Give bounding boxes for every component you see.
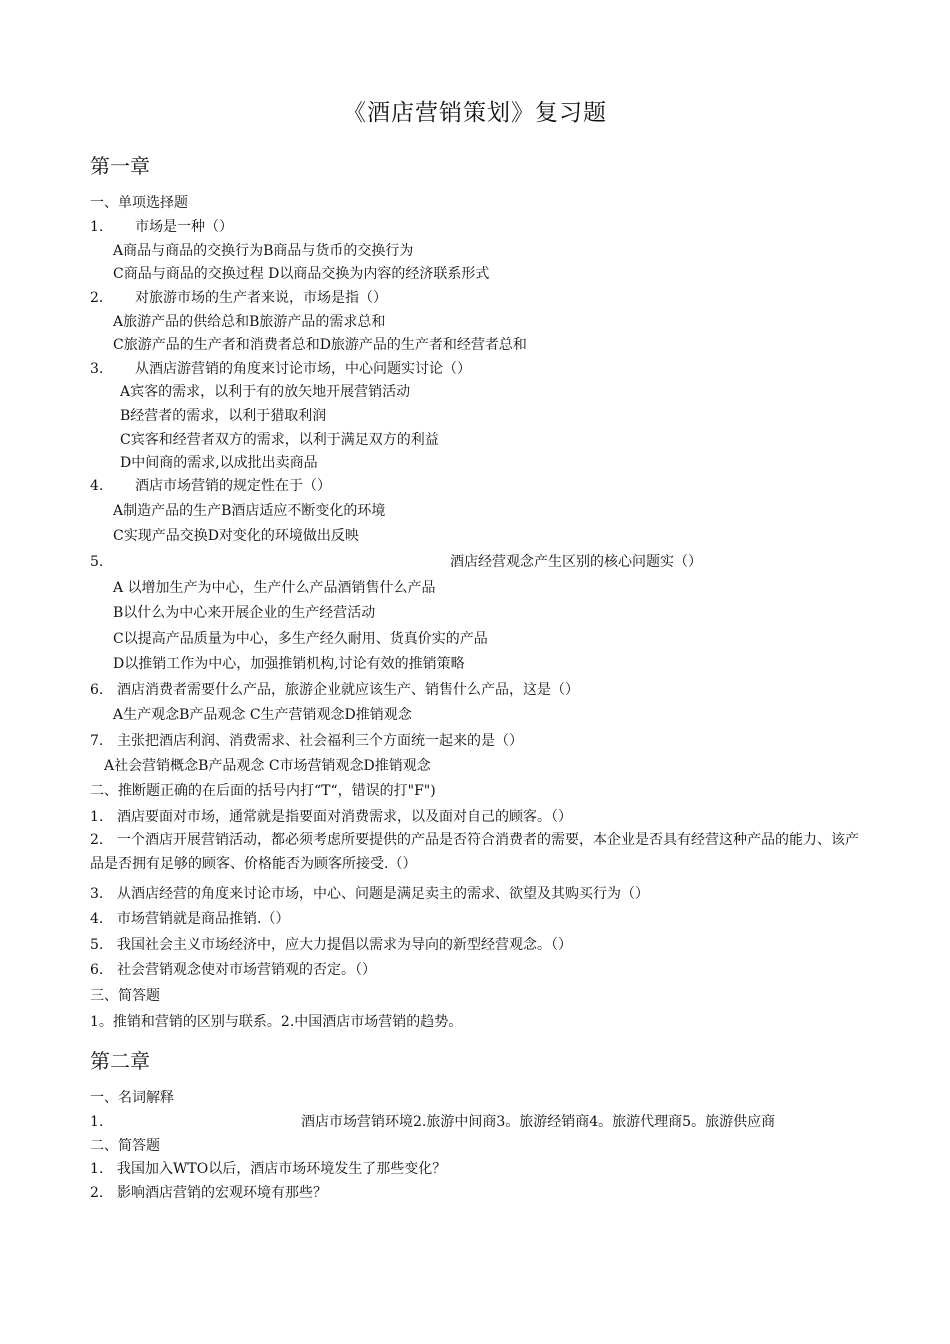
tf-item-1 [90, 808, 572, 826]
short-answer-items: 1。推销和营销的区别与联系。2.中国酒店市场营销的趋势。 [90, 1014, 463, 1030]
question-text: 酒店消费者需要什么产品，旅游企业就应该生产、销售什么产品，这是（） [117, 682, 579, 698]
question-number: 2. [90, 290, 104, 306]
item-text: 社会营销观念使对市场营销观的否定。（） [117, 962, 376, 978]
question-text: 主张把酒店利润、消费需求、社会福利三个方面统一起来的是（） [117, 733, 523, 749]
item-number: 1. [90, 809, 104, 825]
question-5-option-b: B以什么为中心来开展企业的生产经营活动 [113, 605, 376, 621]
item-text: 酒店市场营销环境2.旅游中间商3。旅游经销商4。旅游代理商5。旅游供应商 [301, 1114, 776, 1130]
question-5-option-c: C以提高产品质量为中心，多生产经久耐用、货真价实的产品 [113, 631, 488, 647]
question-1 [90, 218, 233, 236]
question-3-option-d: D中间商的需求,以成批出卖商品 [120, 455, 318, 471]
question-3-option-a: A宾客的需求，以利于有的放矢地开展营销活动 [120, 384, 411, 400]
document-title: 《酒店营销策划》复习题 [343, 100, 607, 126]
question-5 [90, 553, 702, 571]
item-text: 我国社会主义市场经济中，应大力提倡以需求为导向的新型经营观念。（） [117, 937, 572, 953]
question-4 [90, 477, 331, 495]
question-5-option-a: A 以增加生产为中心，生产什么产品酒销售什么产品 [113, 580, 436, 596]
question-2 [90, 289, 387, 307]
question-2-options-ab: A旅游产品的供给总和B旅游产品的需求总和 [113, 314, 386, 330]
tf-item-3 [90, 885, 649, 903]
section-term-definitions: 一、名词解释 [90, 1090, 174, 1106]
question-1-options-ab: A商品与商品的交换行为B商品与货币的交换行为 [113, 243, 414, 259]
question-number: 6. [90, 682, 104, 698]
question-number: 5. [90, 554, 104, 570]
item-number: 5. [90, 937, 104, 953]
question-3-option-b: B经营者的需求，以利于猎取利润 [120, 408, 327, 424]
item-number: 1. [90, 1114, 104, 1130]
item-text: 酒店要面对市场，通常就是指要面对消费需求，以及面对自己的顾客。（） [117, 809, 572, 825]
section-true-false: 二、推断题正确的在后面的括号内打“T“，错误的打"F") [90, 783, 436, 799]
item-text: 从酒店经营的角度来讨论市场，中心、问题是满足卖主的需求、欲望及其购买行为（） [117, 886, 649, 902]
section-single-choice: 一、单项选择题 [90, 195, 188, 211]
question-number: 7. [90, 733, 104, 749]
question-text: 酒店市场营销的规定性在于（） [135, 478, 331, 494]
section-short-answer: 三、简答题 [90, 988, 160, 1004]
question-7-options: A社会营销概念B产品观念 C市场营销观念D推销观念 [104, 758, 431, 774]
short-question-1 [90, 1160, 446, 1178]
item-number: 3. [90, 886, 104, 902]
question-4-options-cd: C实现产品交换D对变化的环境做出反映 [113, 528, 359, 544]
question-text: 市场是一种（） [135, 219, 233, 235]
question-number: 1. [90, 219, 104, 235]
item-text: 我国加入WTO以后，酒店市场环境发生了那些变化？ [117, 1161, 447, 1177]
question-text: 酒店经营观念产生区别的核心问题实（） [450, 554, 702, 570]
short-question-2 [90, 1184, 327, 1202]
chapter-1-heading: 第一章 [90, 154, 150, 178]
tf-item-5 [90, 936, 572, 954]
question-3-option-c: C宾客和经营者双方的需求，以利于满足双方的利益 [120, 432, 439, 448]
item-number: 4. [90, 911, 104, 927]
item-number: 1. [90, 1161, 104, 1177]
question-7 [90, 732, 523, 750]
question-3 [90, 360, 471, 378]
section-short-answer-2: 二、简答题 [90, 1138, 160, 1154]
question-text: 从酒店游营销的角度来讨论市场，中心问题实讨论（） [135, 361, 471, 377]
item-number: 6. [90, 962, 104, 978]
tf-item-2 [90, 828, 870, 876]
question-2-options-cd: C旅游产品的生产者和消费者总和D旅游产品的生产者和经营者总和 [113, 337, 527, 353]
question-1-options-cd: C商品与商品的交换过程 D以商品交换为内容的经济联系形式 [113, 266, 490, 282]
item-text: 一个酒店开展营销活动，都必须考虑所要提供的产品是否符合消费者的需要，本企业是否具有经营这种产品的能力、该产品是否拥有足够的顾客、价格能否为顾客所接受.（） [90, 832, 859, 872]
item-number: 2. [90, 832, 104, 848]
question-5-option-d: D以推销工作为中心，加强推销机构,讨论有效的推销策略 [113, 656, 465, 672]
question-6-options: A生产观念B产品观念 C生产营销观念D推销观念 [113, 707, 412, 723]
question-4-options-ab: A制造产品的生产B酒店适应不断变化的环境 [113, 503, 386, 519]
tf-item-6 [90, 961, 376, 979]
term-list [90, 1113, 775, 1131]
item-number: 2. [90, 1185, 104, 1201]
question-6 [90, 681, 579, 699]
item-text: 市场营销就是商品推销.（） [117, 911, 290, 927]
question-text: 对旅游市场的生产者来说，市场是指（） [135, 290, 387, 306]
question-number: 4. [90, 478, 104, 494]
chapter-2-heading: 第二章 [90, 1049, 150, 1073]
item-text: 影响酒店营销的宏观环境有那些？ [117, 1185, 327, 1201]
tf-item-4 [90, 910, 289, 928]
question-number: 3. [90, 361, 104, 377]
